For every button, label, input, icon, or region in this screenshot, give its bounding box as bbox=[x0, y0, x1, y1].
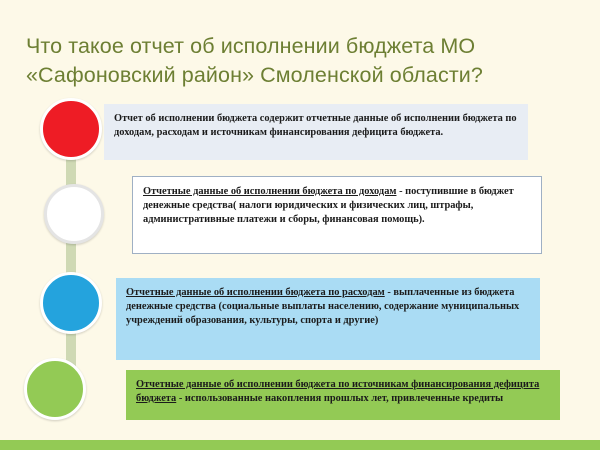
bottom-accent-bar bbox=[0, 440, 600, 450]
summary-text-box bbox=[104, 104, 528, 160]
expenses-text-box bbox=[116, 278, 540, 360]
deficit-sources-text-box bbox=[126, 370, 560, 420]
page-title: Что такое отчет об исполнении бюджета МО «Сафоновский район» Смоленской области? bbox=[26, 34, 483, 87]
red-circle-marker bbox=[40, 98, 102, 160]
green-circle-marker bbox=[24, 358, 86, 420]
summary-body: Отчет об исполнении бюджета содержит отчетные данные об исполнении бюджета по доходам, расходам и источникам финансирования дефицита бюджета. bbox=[114, 113, 517, 138]
incomes-lead: Отчетные данные об исполнении бюджета по доходам bbox=[143, 186, 397, 197]
incomes-text-box bbox=[132, 176, 542, 254]
expenses-lead: Отчетные данные об исполнении бюджета по расходам bbox=[126, 287, 385, 298]
white-circle-marker bbox=[44, 184, 104, 244]
deficit-sources-body: - использованные накопления прошлых лет, привлеченные кредиты bbox=[176, 392, 504, 404]
blue-circle-marker bbox=[40, 272, 102, 334]
expenses-body: - выплаченные из бюджета денежные средства (социальные выплаты населению, содержание муниципальных учреждений образования, культуры, спорта и другие) bbox=[126, 287, 520, 326]
incomes-body: - поступившие в бюджет денежные средства( налоги юридических и физических лиц, штрафы, административные платежи и сборы, финансовая помощь). bbox=[143, 186, 514, 225]
deficit-sources-lead: Отчетные данные об исполнении бюджета по источникам финансирования дефицита бюджета bbox=[136, 379, 540, 404]
